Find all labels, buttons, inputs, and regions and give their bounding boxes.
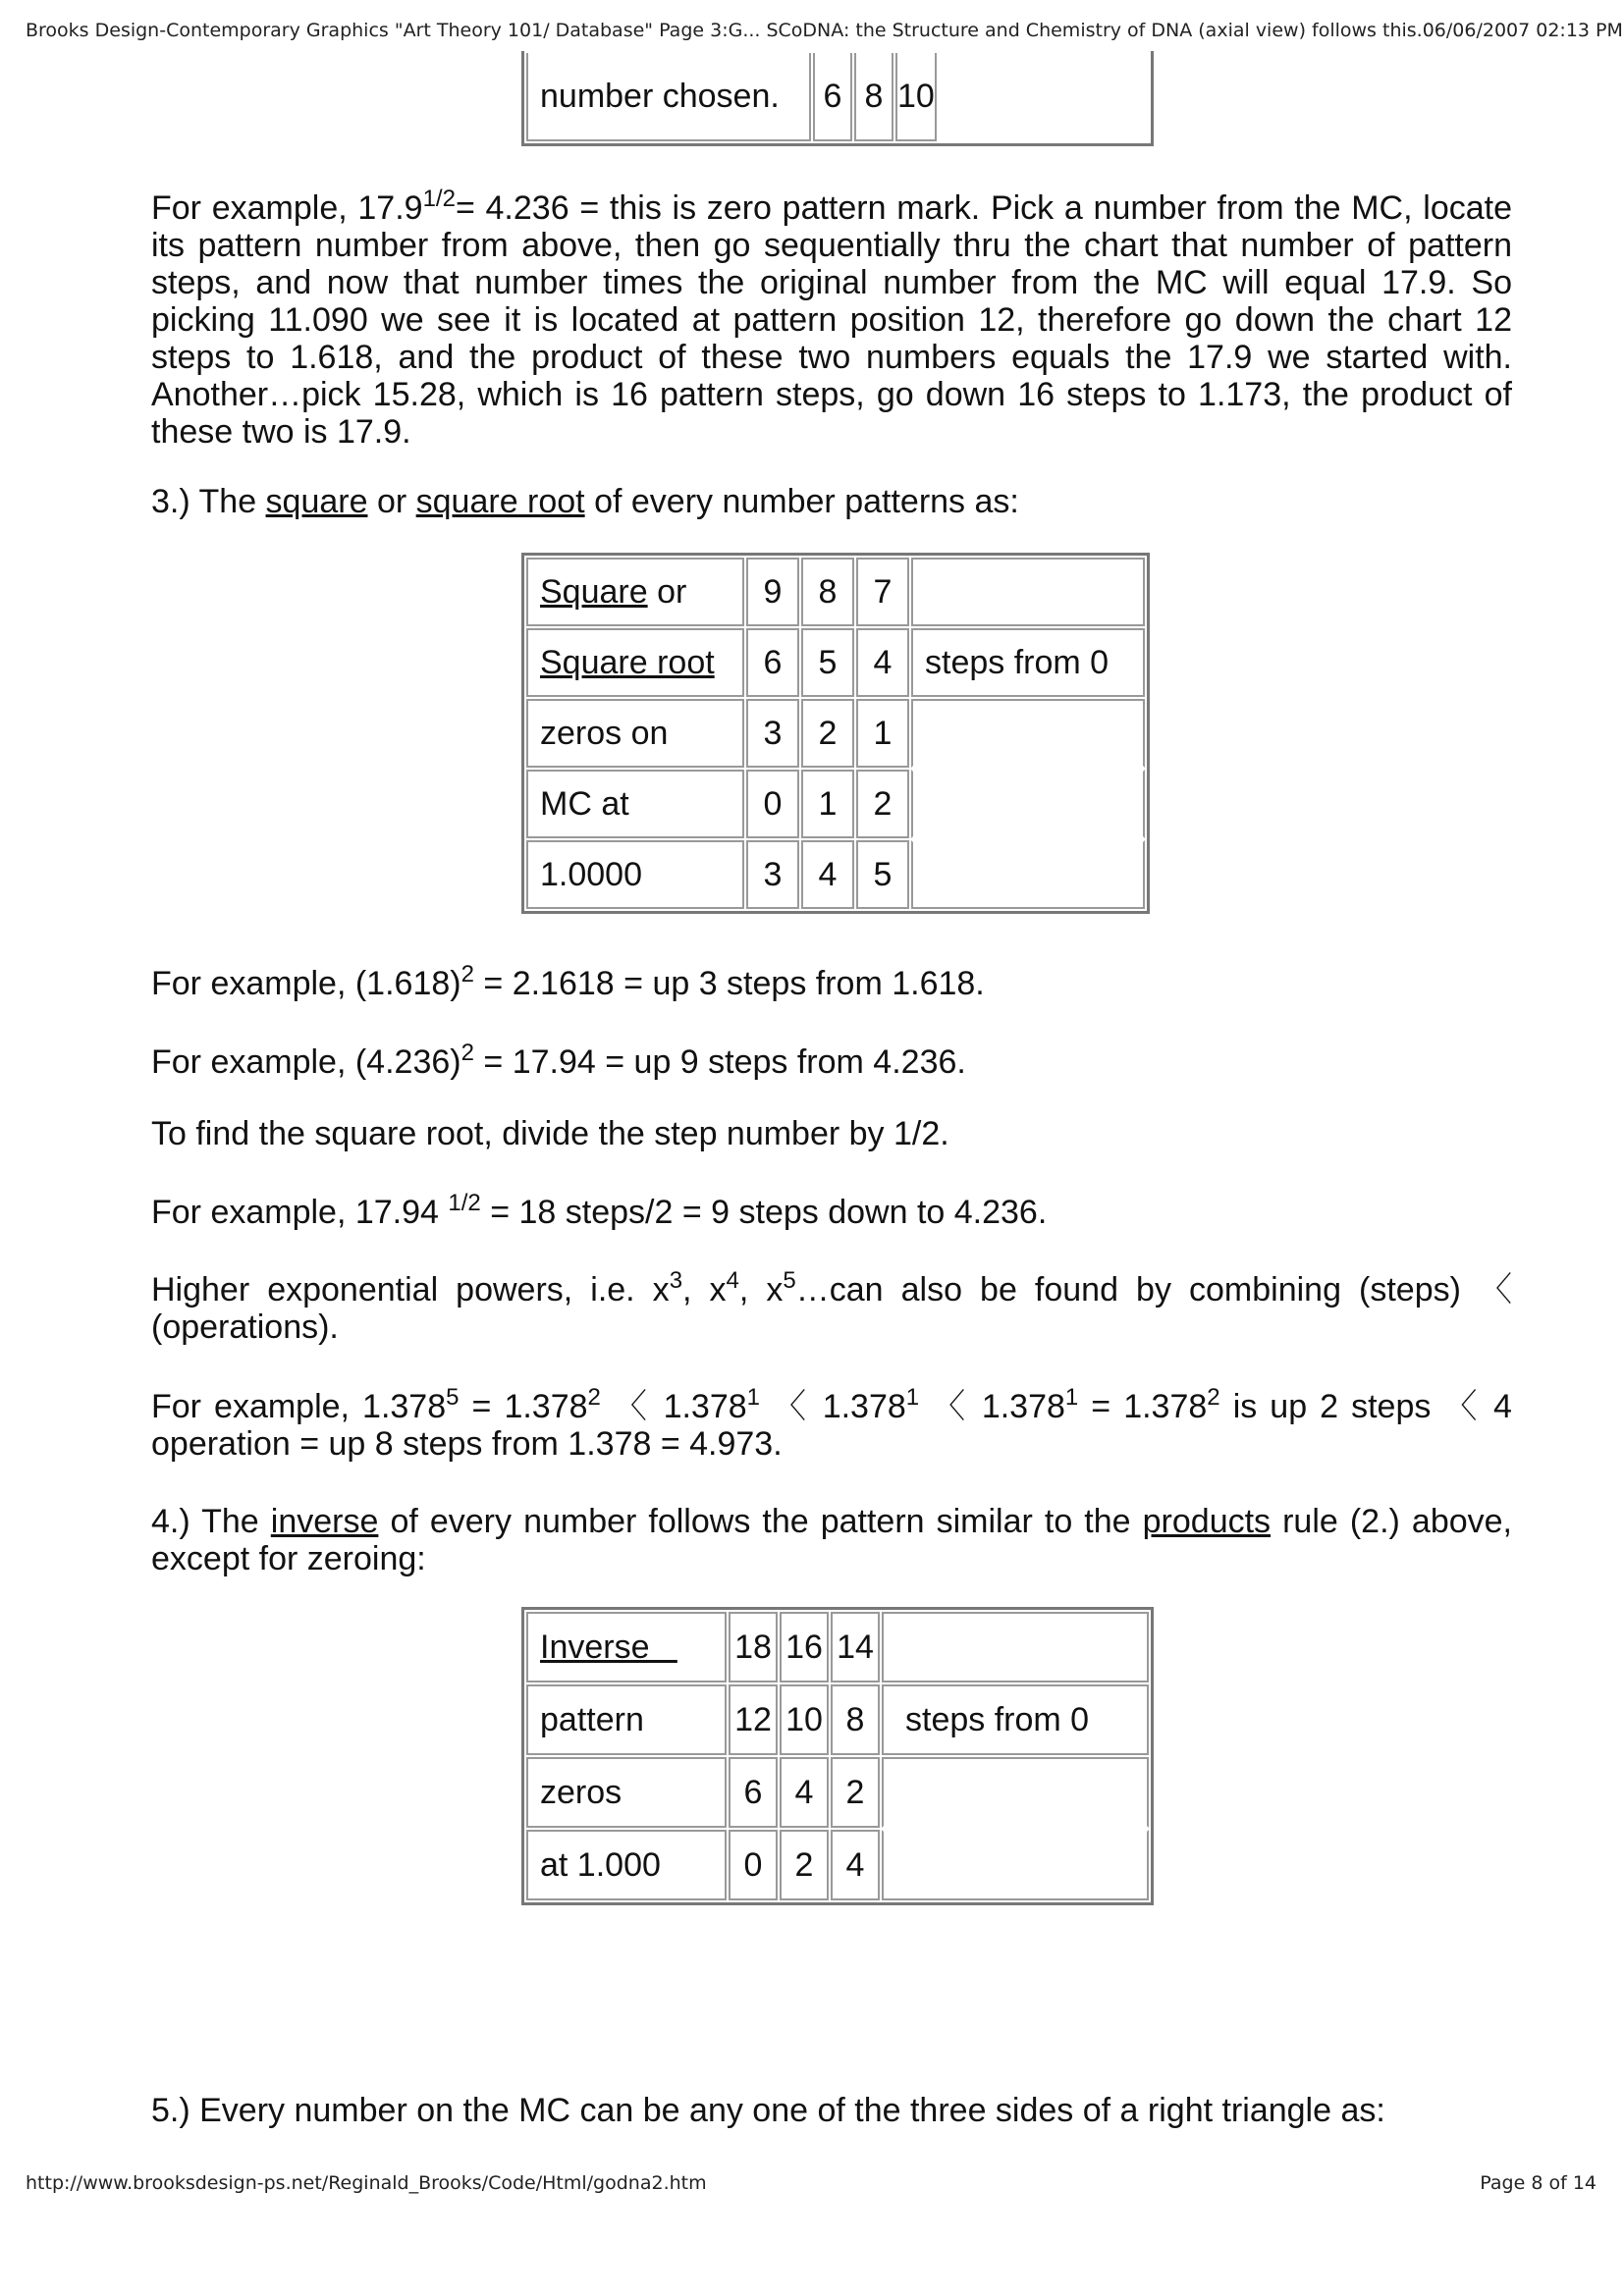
table-cell: 16 — [780, 1612, 829, 1682]
paragraph-example-1378: For example, $1.378^5 = 1.378^2$ 〈 1.378$^1$ 〈 1.378$^1$ 〈 $1.378^1 = 1.378^2$ is up 2 steps 〈 4 operation = up 8 steps from 1.378 = 4.973. — [151, 1384, 1512, 1463]
table-cell: at 1.000 — [526, 1830, 727, 1900]
table-cell: 4 — [856, 628, 909, 697]
table-cell: 2 — [856, 770, 909, 838]
table-cell: 10 — [780, 1684, 829, 1755]
table-cell — [911, 840, 1145, 909]
steps-from-zero-note: steps from 0 — [882, 1684, 1149, 1755]
table-cell: Inverse — [526, 1612, 727, 1682]
table-row — [526, 558, 1145, 626]
table-cell: 5 — [801, 628, 854, 697]
table-row — [526, 840, 1145, 909]
table-cell: 5 — [856, 840, 909, 909]
header-title: Brooks Design-Contemporary Graphics "Art Theory 101/ Database" Page 3:G... SCoDNA: the Structure and Chemistry of DNA (axial view) follows this. — [26, 20, 1423, 41]
table-cell: 0 — [746, 770, 799, 838]
page-number: Page 8 of 14 — [1480, 2172, 1597, 2194]
paragraph-right-triangle: 5.) Every number on the MC can be any one of the three sides of a right triangle as: — [151, 2092, 1385, 2129]
table-cell-value: 8 — [854, 53, 893, 141]
table-cell: 4 — [780, 1757, 829, 1828]
steps-from-zero-note: steps from 0 — [911, 628, 1145, 697]
table-row — [526, 1612, 1149, 1682]
paragraph-zero-pattern: For example, $17.9^{1/2}= 4.236$ = this is zero pattern mark. Pick a number from the MC, locate its pattern number from above, then go sequentially thru the chart that number of pattern steps, and now that number times the original number from the MC will equal 17.9. So picking 11.090 we see it is located at pattern position 12, therefore go down the chart 12 steps to 1.618, and the product of these two numbers equals the 17.9 we started with. Another…pick 15.28, which is 16 pattern steps, go down 16 steps to 1.173, the product of these two is 17.9. — [151, 186, 1513, 451]
table-row — [526, 770, 1145, 838]
table-cell: 1 — [801, 770, 854, 838]
table-row — [526, 628, 1145, 697]
table-cell — [882, 1757, 1149, 1828]
table-cell-label: number chosen. — [526, 53, 811, 141]
table-cell — [911, 699, 1145, 768]
paragraph-higher-powers: Higher exponential powers, i.e. $x^3$, $x^4$, $x^5\dots can$ also be found by combining (steps) 〈 (operations). — [151, 1267, 1512, 1346]
table-cell — [882, 1830, 1149, 1900]
paragraph-inverse-intro: 4.) The inverse of every number follows the pattern similar to the products rule (2.) above, except for zeroing: — [151, 1503, 1513, 1577]
table-row — [526, 699, 1145, 768]
header-datetime: 06/06/2007 02:13 PM — [1422, 20, 1623, 41]
table-cell: MC at — [526, 770, 744, 838]
paragraph-example-1618: For example, $(1.618)^2 = 2.1618$ = up 3 steps from 1.618. — [151, 961, 985, 1002]
table-cell-value: 6 — [813, 53, 852, 141]
table-cell: 3 — [746, 699, 799, 768]
table-cell: 8 — [831, 1684, 880, 1755]
square-root-link[interactable]: square root — [415, 483, 585, 520]
table-cell: zeros on — [526, 699, 744, 768]
table-cell: 9 — [746, 558, 799, 626]
footer-url[interactable]: http://www.brooksdesign-ps.net/Reginald_Brooks/Code/Html/godna2.htm — [26, 2172, 707, 2194]
page-header — [26, 20, 1623, 41]
table-cell — [911, 558, 1145, 626]
paragraph-square-intro: 3.) The square or square root of every number patterns as: — [151, 483, 1019, 520]
table-cell: 1.0000 — [526, 840, 744, 909]
table-cell: 2 — [780, 1830, 829, 1900]
paragraph-square-root-rule: To find the square root, divide the step number by 1/2. — [151, 1115, 949, 1152]
table-cell: zeros — [526, 1757, 727, 1828]
table-cell: Square or — [526, 558, 744, 626]
inverse-link[interactable]: inverse — [270, 1503, 379, 1540]
inverse-table — [521, 1607, 1154, 1905]
table-cell: Square root — [526, 628, 744, 697]
table-cell: 6 — [746, 628, 799, 697]
table-cell: 4 — [801, 840, 854, 909]
table-cell: 3 — [746, 840, 799, 909]
table-cell: 18 — [729, 1612, 778, 1682]
table-cell — [911, 770, 1145, 838]
products-link[interactable]: products — [1142, 1503, 1272, 1540]
table-cell: pattern — [526, 1684, 727, 1755]
table-cell: 2 — [831, 1757, 880, 1828]
table-cell: 7 — [856, 558, 909, 626]
table-cell: 1 — [856, 699, 909, 768]
table-row — [526, 1757, 1149, 1828]
page-footer — [26, 2172, 1597, 2194]
table-cell: 0 — [729, 1830, 778, 1900]
table-cell: 8 — [801, 558, 854, 626]
table-cell: 14 — [831, 1612, 880, 1682]
paragraph-example-1794: For example, 17.94 $^{1/2}$ = 18 steps/2 = 9 steps down to 4.236. — [151, 1190, 1048, 1231]
table-cell: 12 — [729, 1684, 778, 1755]
number-chosen-table — [521, 51, 1154, 146]
table-row — [526, 1684, 1149, 1755]
table-cell — [882, 1612, 1149, 1682]
paragraph-example-4236: For example, $(4.236)^2 = 17.94$ = up 9 steps from 4.236. — [151, 1040, 966, 1081]
square-table — [521, 553, 1150, 914]
table-cell: 6 — [729, 1757, 778, 1828]
table-cell-value: 10 — [895, 53, 937, 141]
square-link[interactable]: square — [265, 483, 368, 520]
table-cell-empty — [939, 53, 1149, 141]
table-cell: 4 — [831, 1830, 880, 1900]
table-row — [526, 1830, 1149, 1900]
table-cell: 2 — [801, 699, 854, 768]
